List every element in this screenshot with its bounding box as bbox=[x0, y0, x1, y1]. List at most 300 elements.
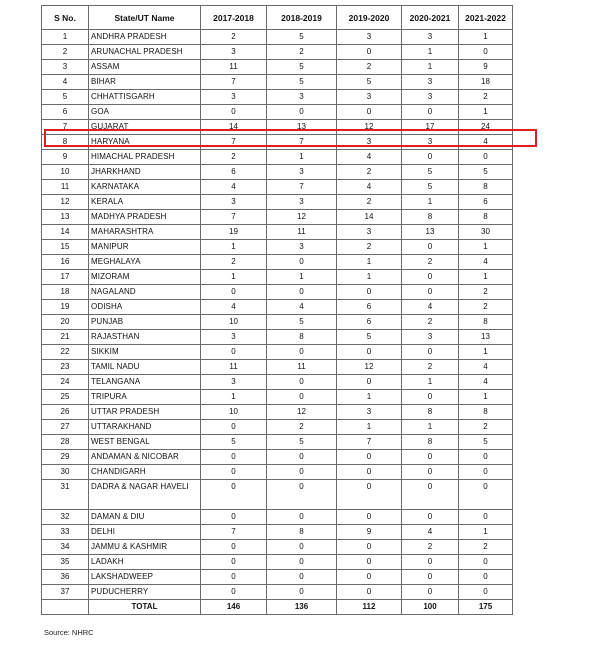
table-row bbox=[42, 360, 513, 375]
serial-number-cell: 34 bbox=[42, 540, 89, 555]
count-cell: 0 bbox=[459, 480, 513, 510]
count-cell: 3 bbox=[402, 75, 459, 90]
state-name-cell: PUNJAB bbox=[89, 315, 201, 330]
state-name-cell: ANDAMAN & NICOBAR bbox=[89, 450, 201, 465]
table-row bbox=[42, 330, 513, 345]
table-row bbox=[42, 150, 513, 165]
state-cases-table bbox=[41, 5, 513, 615]
count-cell: 0 bbox=[267, 555, 337, 570]
count-cell: 0 bbox=[459, 465, 513, 480]
count-cell: 1 bbox=[337, 420, 402, 435]
count-cell: 0 bbox=[402, 585, 459, 600]
count-cell: 1 bbox=[402, 45, 459, 60]
serial-number-cell: 28 bbox=[42, 435, 89, 450]
table-row bbox=[42, 90, 513, 105]
count-cell: 0 bbox=[337, 375, 402, 390]
count-cell: 0 bbox=[459, 570, 513, 585]
serial-number-cell: 2 bbox=[42, 45, 89, 60]
column-header: S No. bbox=[42, 6, 89, 30]
state-name-cell: DAMAN & DIU bbox=[89, 510, 201, 525]
count-cell: 7 bbox=[201, 525, 267, 540]
count-cell: 1 bbox=[201, 270, 267, 285]
table-body bbox=[42, 30, 513, 615]
count-cell: 3 bbox=[267, 195, 337, 210]
count-cell: 0 bbox=[402, 510, 459, 525]
count-cell: 2 bbox=[459, 285, 513, 300]
state-name-cell: ODISHA bbox=[89, 300, 201, 315]
table-row bbox=[42, 315, 513, 330]
state-name-cell: MEGHALAYA bbox=[89, 255, 201, 270]
count-cell: 4 bbox=[459, 135, 513, 150]
table-row bbox=[42, 435, 513, 450]
count-cell: 5 bbox=[201, 435, 267, 450]
count-cell: 0 bbox=[201, 285, 267, 300]
serial-number-cell: 18 bbox=[42, 285, 89, 300]
count-cell: 0 bbox=[337, 570, 402, 585]
count-cell: 3 bbox=[337, 225, 402, 240]
state-name-cell: MIZORAM bbox=[89, 270, 201, 285]
count-cell: 0 bbox=[459, 585, 513, 600]
state-name-cell: MANIPUR bbox=[89, 240, 201, 255]
table-row bbox=[42, 165, 513, 180]
state-name-cell: ASSAM bbox=[89, 60, 201, 75]
count-cell: 2 bbox=[267, 420, 337, 435]
serial-number-cell: 3 bbox=[42, 60, 89, 75]
count-cell: 4 bbox=[201, 180, 267, 195]
count-cell: 17 bbox=[402, 120, 459, 135]
count-cell: 3 bbox=[402, 135, 459, 150]
count-cell: 0 bbox=[402, 270, 459, 285]
table-row bbox=[42, 405, 513, 420]
count-cell: 2 bbox=[337, 195, 402, 210]
serial-number-cell: 9 bbox=[42, 150, 89, 165]
serial-number-cell: 36 bbox=[42, 570, 89, 585]
serial-number-cell: 1 bbox=[42, 30, 89, 45]
table-header-row bbox=[42, 6, 513, 30]
count-cell: 2 bbox=[201, 255, 267, 270]
count-cell: 30 bbox=[459, 225, 513, 240]
count-cell: 4 bbox=[459, 255, 513, 270]
count-cell: 8 bbox=[402, 435, 459, 450]
serial-number-cell: 8 bbox=[42, 135, 89, 150]
state-name-cell: KARNATAKA bbox=[89, 180, 201, 195]
count-cell: 0 bbox=[459, 555, 513, 570]
count-cell: 0 bbox=[337, 480, 402, 510]
count-cell: 14 bbox=[337, 210, 402, 225]
table-row bbox=[42, 135, 513, 150]
count-cell: 11 bbox=[267, 360, 337, 375]
count-cell: 2 bbox=[402, 360, 459, 375]
count-cell: 12 bbox=[267, 210, 337, 225]
count-cell: 7 bbox=[201, 75, 267, 90]
total-label-cell: TOTAL bbox=[89, 600, 201, 615]
count-cell: 0 bbox=[459, 45, 513, 60]
table-row bbox=[42, 30, 513, 45]
count-cell: 7 bbox=[267, 135, 337, 150]
count-cell: 11 bbox=[201, 60, 267, 75]
serial-number-cell: 19 bbox=[42, 300, 89, 315]
column-header: State/UT Name bbox=[89, 6, 201, 30]
count-cell: 2 bbox=[201, 150, 267, 165]
count-cell: 0 bbox=[459, 510, 513, 525]
count-cell: 2 bbox=[337, 60, 402, 75]
count-cell: 5 bbox=[459, 165, 513, 180]
count-cell: 7 bbox=[201, 135, 267, 150]
count-cell: 0 bbox=[337, 510, 402, 525]
state-name-cell: CHANDIGARH bbox=[89, 465, 201, 480]
table-row bbox=[42, 210, 513, 225]
serial-number-cell: 17 bbox=[42, 270, 89, 285]
count-cell: 12 bbox=[337, 360, 402, 375]
count-cell: 3 bbox=[201, 330, 267, 345]
serial-number-cell: 32 bbox=[42, 510, 89, 525]
serial-number-cell: 16 bbox=[42, 255, 89, 270]
count-cell: 0 bbox=[337, 555, 402, 570]
count-cell: 1 bbox=[459, 105, 513, 120]
state-name-cell: KERALA bbox=[89, 195, 201, 210]
state-name-cell: UTTAR PRADESH bbox=[89, 405, 201, 420]
count-cell: 8 bbox=[402, 405, 459, 420]
total-value-cell bbox=[42, 600, 89, 615]
state-name-cell: LAKSHADWEEP bbox=[89, 570, 201, 585]
count-cell: 0 bbox=[337, 585, 402, 600]
count-cell: 4 bbox=[402, 300, 459, 315]
serial-number-cell: 15 bbox=[42, 240, 89, 255]
table-row bbox=[42, 105, 513, 120]
count-cell: 0 bbox=[459, 150, 513, 165]
table-row bbox=[42, 345, 513, 360]
count-cell: 2 bbox=[459, 300, 513, 315]
table-row bbox=[42, 390, 513, 405]
count-cell: 2 bbox=[201, 30, 267, 45]
table-row bbox=[42, 60, 513, 75]
count-cell: 0 bbox=[337, 465, 402, 480]
count-cell: 3 bbox=[337, 135, 402, 150]
count-cell: 3 bbox=[267, 165, 337, 180]
table-row bbox=[42, 480, 513, 510]
count-cell: 5 bbox=[267, 315, 337, 330]
table-row bbox=[42, 270, 513, 285]
count-cell: 0 bbox=[201, 540, 267, 555]
count-cell: 1 bbox=[459, 390, 513, 405]
state-name-cell: DELHI bbox=[89, 525, 201, 540]
count-cell: 3 bbox=[267, 90, 337, 105]
count-cell: 10 bbox=[201, 405, 267, 420]
count-cell: 3 bbox=[201, 45, 267, 60]
count-cell: 0 bbox=[337, 45, 402, 60]
count-cell: 0 bbox=[267, 375, 337, 390]
state-name-cell: TELANGANA bbox=[89, 375, 201, 390]
count-cell: 1 bbox=[201, 390, 267, 405]
count-cell: 6 bbox=[337, 300, 402, 315]
table-row bbox=[42, 75, 513, 90]
count-cell: 0 bbox=[267, 390, 337, 405]
count-cell: 2 bbox=[267, 45, 337, 60]
count-cell: 2 bbox=[402, 255, 459, 270]
serial-number-cell: 24 bbox=[42, 375, 89, 390]
count-cell: 3 bbox=[337, 30, 402, 45]
count-cell: 0 bbox=[201, 555, 267, 570]
state-name-cell: TRIPURA bbox=[89, 390, 201, 405]
count-cell: 24 bbox=[459, 120, 513, 135]
count-cell: 0 bbox=[267, 450, 337, 465]
count-cell: 1 bbox=[201, 240, 267, 255]
count-cell: 7 bbox=[267, 180, 337, 195]
total-value-cell: 100 bbox=[402, 600, 459, 615]
serial-number-cell: 7 bbox=[42, 120, 89, 135]
state-name-cell: DADRA & NAGAR HAVELI bbox=[89, 480, 201, 510]
table-row bbox=[42, 555, 513, 570]
count-cell: 0 bbox=[267, 540, 337, 555]
state-name-cell: MAHARASHTRA bbox=[89, 225, 201, 240]
count-cell: 0 bbox=[402, 450, 459, 465]
serial-number-cell: 23 bbox=[42, 360, 89, 375]
state-name-cell: ARUNACHAL PRADESH bbox=[89, 45, 201, 60]
serial-number-cell: 14 bbox=[42, 225, 89, 240]
count-cell: 0 bbox=[337, 540, 402, 555]
column-header: 2019-2020 bbox=[337, 6, 402, 30]
count-cell: 8 bbox=[459, 180, 513, 195]
count-cell: 8 bbox=[459, 210, 513, 225]
table-row bbox=[42, 375, 513, 390]
column-header: 2021-2022 bbox=[459, 6, 513, 30]
state-name-cell: BIHAR bbox=[89, 75, 201, 90]
count-cell: 10 bbox=[201, 315, 267, 330]
count-cell: 1 bbox=[337, 255, 402, 270]
count-cell: 2 bbox=[337, 240, 402, 255]
count-cell: 7 bbox=[337, 435, 402, 450]
count-cell: 0 bbox=[201, 420, 267, 435]
count-cell: 8 bbox=[402, 210, 459, 225]
count-cell: 8 bbox=[459, 405, 513, 420]
count-cell: 1 bbox=[459, 240, 513, 255]
count-cell: 1 bbox=[459, 30, 513, 45]
count-cell: 12 bbox=[337, 120, 402, 135]
table-row bbox=[42, 195, 513, 210]
serial-number-cell: 21 bbox=[42, 330, 89, 345]
count-cell: 5 bbox=[267, 60, 337, 75]
count-cell: 1 bbox=[337, 270, 402, 285]
count-cell: 0 bbox=[402, 105, 459, 120]
count-cell: 0 bbox=[337, 345, 402, 360]
count-cell: 0 bbox=[267, 585, 337, 600]
serial-number-cell: 27 bbox=[42, 420, 89, 435]
table-row bbox=[42, 45, 513, 60]
total-value-cell: 136 bbox=[267, 600, 337, 615]
count-cell: 5 bbox=[337, 330, 402, 345]
count-cell: 2 bbox=[402, 315, 459, 330]
serial-number-cell: 4 bbox=[42, 75, 89, 90]
count-cell: 0 bbox=[201, 345, 267, 360]
state-name-cell: JHARKHAND bbox=[89, 165, 201, 180]
count-cell: 6 bbox=[201, 165, 267, 180]
source-note: Source: NHRC bbox=[44, 628, 94, 637]
serial-number-cell: 20 bbox=[42, 315, 89, 330]
table-row bbox=[42, 525, 513, 540]
state-name-cell: PUDUCHERRY bbox=[89, 585, 201, 600]
count-cell: 8 bbox=[267, 330, 337, 345]
count-cell: 4 bbox=[459, 375, 513, 390]
column-header: 2017-2018 bbox=[201, 6, 267, 30]
count-cell: 3 bbox=[201, 90, 267, 105]
count-cell: 3 bbox=[402, 30, 459, 45]
serial-number-cell: 10 bbox=[42, 165, 89, 180]
count-cell: 13 bbox=[267, 120, 337, 135]
count-cell: 5 bbox=[402, 165, 459, 180]
count-cell: 1 bbox=[459, 270, 513, 285]
state-name-cell: NAGALAND bbox=[89, 285, 201, 300]
count-cell: 8 bbox=[267, 525, 337, 540]
state-name-cell: LADAKH bbox=[89, 555, 201, 570]
count-cell: 3 bbox=[337, 405, 402, 420]
count-cell: 9 bbox=[337, 525, 402, 540]
serial-number-cell: 35 bbox=[42, 555, 89, 570]
count-cell: 19 bbox=[201, 225, 267, 240]
count-cell: 18 bbox=[459, 75, 513, 90]
column-header: 2018-2019 bbox=[267, 6, 337, 30]
serial-number-cell: 22 bbox=[42, 345, 89, 360]
count-cell: 4 bbox=[201, 300, 267, 315]
state-name-cell: UTTARAKHAND bbox=[89, 420, 201, 435]
count-cell: 2 bbox=[459, 540, 513, 555]
count-cell: 0 bbox=[402, 150, 459, 165]
count-cell: 0 bbox=[267, 345, 337, 360]
state-name-cell: CHHATTISGARH bbox=[89, 90, 201, 105]
count-cell: 13 bbox=[459, 330, 513, 345]
count-cell: 0 bbox=[201, 585, 267, 600]
serial-number-cell: 31 bbox=[42, 480, 89, 510]
table-row bbox=[42, 450, 513, 465]
count-cell: 14 bbox=[201, 120, 267, 135]
count-cell: 0 bbox=[267, 105, 337, 120]
state-name-cell: GOA bbox=[89, 105, 201, 120]
state-name-cell: WEST BENGAL bbox=[89, 435, 201, 450]
count-cell: 0 bbox=[267, 480, 337, 510]
table-row bbox=[42, 120, 513, 135]
serial-number-cell: 30 bbox=[42, 465, 89, 480]
count-cell: 0 bbox=[402, 465, 459, 480]
count-cell: 5 bbox=[402, 180, 459, 195]
count-cell: 0 bbox=[267, 255, 337, 270]
count-cell: 0 bbox=[402, 570, 459, 585]
count-cell: 11 bbox=[201, 360, 267, 375]
count-cell: 0 bbox=[201, 105, 267, 120]
state-name-cell: JAMMU & KASHMIR bbox=[89, 540, 201, 555]
serial-number-cell: 11 bbox=[42, 180, 89, 195]
count-cell: 0 bbox=[337, 450, 402, 465]
total-row bbox=[42, 600, 513, 615]
count-cell: 5 bbox=[267, 30, 337, 45]
serial-number-cell: 37 bbox=[42, 585, 89, 600]
total-value-cell: 112 bbox=[337, 600, 402, 615]
count-cell: 0 bbox=[337, 105, 402, 120]
serial-number-cell: 6 bbox=[42, 105, 89, 120]
count-cell: 0 bbox=[267, 570, 337, 585]
count-cell: 4 bbox=[402, 525, 459, 540]
count-cell: 0 bbox=[201, 450, 267, 465]
count-cell: 3 bbox=[201, 375, 267, 390]
count-cell: 5 bbox=[459, 435, 513, 450]
count-cell: 0 bbox=[402, 285, 459, 300]
count-cell: 4 bbox=[459, 360, 513, 375]
table-row bbox=[42, 420, 513, 435]
count-cell: 3 bbox=[337, 90, 402, 105]
count-cell: 0 bbox=[402, 390, 459, 405]
count-cell: 3 bbox=[402, 330, 459, 345]
count-cell: 2 bbox=[459, 420, 513, 435]
count-cell: 13 bbox=[402, 225, 459, 240]
serial-number-cell: 13 bbox=[42, 210, 89, 225]
count-cell: 1 bbox=[267, 270, 337, 285]
serial-number-cell: 26 bbox=[42, 405, 89, 420]
count-cell: 0 bbox=[337, 285, 402, 300]
count-cell: 5 bbox=[267, 75, 337, 90]
count-cell: 0 bbox=[201, 510, 267, 525]
table-row bbox=[42, 465, 513, 480]
count-cell: 0 bbox=[402, 240, 459, 255]
table-row bbox=[42, 510, 513, 525]
count-cell: 0 bbox=[402, 345, 459, 360]
serial-number-cell: 25 bbox=[42, 390, 89, 405]
state-name-cell: ANDHRA PRADESH bbox=[89, 30, 201, 45]
count-cell: 5 bbox=[267, 435, 337, 450]
count-cell: 1 bbox=[459, 345, 513, 360]
table-row bbox=[42, 540, 513, 555]
table-row bbox=[42, 240, 513, 255]
count-cell: 0 bbox=[267, 510, 337, 525]
count-cell: 1 bbox=[402, 375, 459, 390]
count-cell: 4 bbox=[337, 150, 402, 165]
table-row bbox=[42, 585, 513, 600]
count-cell: 0 bbox=[201, 570, 267, 585]
total-value-cell: 175 bbox=[459, 600, 513, 615]
state-name-cell: HARYANA bbox=[89, 135, 201, 150]
count-cell: 2 bbox=[402, 540, 459, 555]
table-row bbox=[42, 225, 513, 240]
count-cell: 0 bbox=[267, 285, 337, 300]
count-cell: 8 bbox=[459, 315, 513, 330]
table-row bbox=[42, 255, 513, 270]
state-name-cell: SIKKIM bbox=[89, 345, 201, 360]
count-cell: 6 bbox=[337, 315, 402, 330]
state-name-cell: TAMIL NADU bbox=[89, 360, 201, 375]
count-cell: 2 bbox=[459, 90, 513, 105]
table-row bbox=[42, 285, 513, 300]
count-cell: 0 bbox=[201, 465, 267, 480]
count-cell: 4 bbox=[337, 180, 402, 195]
state-name-cell: GUJARAT bbox=[89, 120, 201, 135]
count-cell: 6 bbox=[459, 195, 513, 210]
count-cell: 7 bbox=[201, 210, 267, 225]
count-cell: 1 bbox=[402, 420, 459, 435]
serial-number-cell: 33 bbox=[42, 525, 89, 540]
count-cell: 3 bbox=[201, 195, 267, 210]
table-row bbox=[42, 180, 513, 195]
serial-number-cell: 12 bbox=[42, 195, 89, 210]
count-cell: 2 bbox=[337, 165, 402, 180]
count-cell: 1 bbox=[402, 60, 459, 75]
count-cell: 1 bbox=[267, 150, 337, 165]
count-cell: 0 bbox=[459, 450, 513, 465]
state-name-cell: MADHYA PRADESH bbox=[89, 210, 201, 225]
count-cell: 0 bbox=[201, 480, 267, 510]
count-cell: 11 bbox=[267, 225, 337, 240]
table-row bbox=[42, 570, 513, 585]
count-cell: 1 bbox=[459, 525, 513, 540]
serial-number-cell: 29 bbox=[42, 450, 89, 465]
state-name-cell: HIMACHAL PRADESH bbox=[89, 150, 201, 165]
column-header: 2020-2021 bbox=[402, 6, 459, 30]
